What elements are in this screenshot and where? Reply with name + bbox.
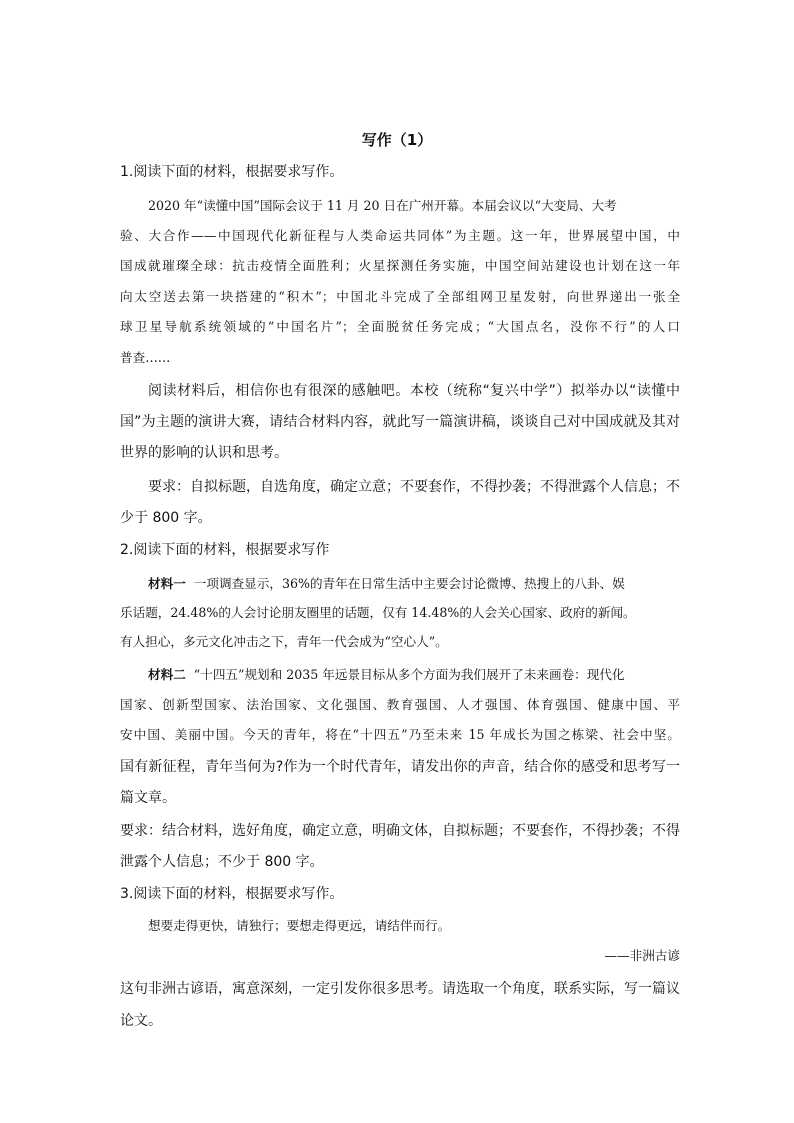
q2-material1-line: 乐话题，24.48%的人会讨论朋友圈里的话题，仅有 14.48%的人会关心国家、政府的新闻。 bbox=[120, 605, 636, 620]
q3-prompt-line: 论文。 bbox=[120, 1013, 162, 1029]
q1-prompt-line: 国”为主题的演讲大赛，请结合材料内容，就此写一篇演讲稿，谈谈自己对中国成就及其对 bbox=[120, 414, 680, 430]
q2-material1-line: 有人担心，多元文化冲击之下，青年一代会成为“空心人”。 bbox=[120, 634, 448, 649]
q2-prompt-line: 篇文章。 bbox=[120, 790, 176, 806]
q2-heading: 2.阅读下面的材料，根据要求写作 bbox=[120, 542, 330, 558]
q1-material-line: 普查…… bbox=[120, 350, 171, 365]
q2-material2-line: 安中国、美丽中国。今天的青年，将在“十四五”乃至未来 15 年成长为国之栋梁、社会中坚。 bbox=[120, 727, 680, 742]
page-title: 写作（1） bbox=[361, 131, 433, 149]
q1-requirement-line: 少于 800 字。 bbox=[120, 510, 212, 526]
q1-material-line: 验、大合作——中国现代化新征程与人类命运共同体”为主题。这一年，世界展望中国，中 bbox=[120, 228, 680, 243]
material2-text: “十四五”规划和 2035 年远景目标从多个方面为我们展开了未来画卷：现代化 bbox=[193, 667, 625, 682]
q3-heading: 3.阅读下面的材料，根据要求写作。 bbox=[120, 886, 344, 902]
q2-requirement-line: 泄露个人信息；不少于 800 字。 bbox=[120, 854, 324, 870]
q3-quote-source: ——非洲古谚 bbox=[604, 948, 680, 963]
q1-prompt-line: 阅读材料后，相信你也有很深的感触吧。本校（统称“复兴中学”）拟举办以“读懂中 bbox=[148, 383, 680, 399]
q2-requirement-line: 要求：结合材料，选好角度，确定立意，明确文体，自拟标题；不要套作，不得抄袭；不得 bbox=[120, 823, 680, 839]
q1-heading: 1.阅读下面的材料，根据要求写作。 bbox=[120, 164, 344, 180]
q2-material1-line bbox=[148, 574, 680, 594]
q1-material-line: 向太空送去第一块搭建的“积木”；中国北斗完成了全部组网卫星发射，向世界递出一张全 bbox=[120, 289, 680, 304]
q2-material2-line: 国家、创新型国家、法治国家、文化强国、教育强国、人才强国、体育强国、健康中国、平 bbox=[120, 697, 680, 712]
q3-prompt-line: 这句非洲古谚语，寓意深刻，一定引发你很多思考。请选取一个角度，联系实际，写一篇议 bbox=[120, 981, 680, 997]
material2-label: 材料二 bbox=[148, 667, 186, 682]
q1-material-line: 国成就璀璨全球：抗击疫情全面胜利；火星探测任务实施，中国空间站建设也计划在这一年 bbox=[120, 258, 680, 273]
material1-label: 材料一 bbox=[148, 576, 186, 591]
q2-prompt-line: 国有新征程，青年当何为?作为一个时代青年，请发出你的声音，结合你的感受和思考写一 bbox=[120, 759, 680, 775]
q1-prompt-line: 世界的影响的认识和思考。 bbox=[120, 445, 288, 461]
q1-requirement-line: 要求：自拟标题，自选角度，确定立意；不要套作，不得抄袭；不得泄露个人信息；不 bbox=[148, 479, 680, 495]
material1-text: 一项调查显示，36%的青年在日常生活中主要会讨论微博、热搜上的八卦、娱 bbox=[193, 576, 625, 591]
q1-material-line: 球卫星导航系统领域的“中国名片”；全面脱贫任务完成；“大国点名，没你不行”的人口 bbox=[120, 319, 680, 334]
q2-material2-line bbox=[148, 665, 680, 685]
q3-quote: 想要走得更快，请独行；要想走得更远，请结伴而行。 bbox=[148, 918, 451, 933]
q1-material-line: 2020 年“读懂中国”国际会议于 11 月 20 日在广州开幕。本届会议以“大变局、大考 bbox=[148, 198, 617, 213]
